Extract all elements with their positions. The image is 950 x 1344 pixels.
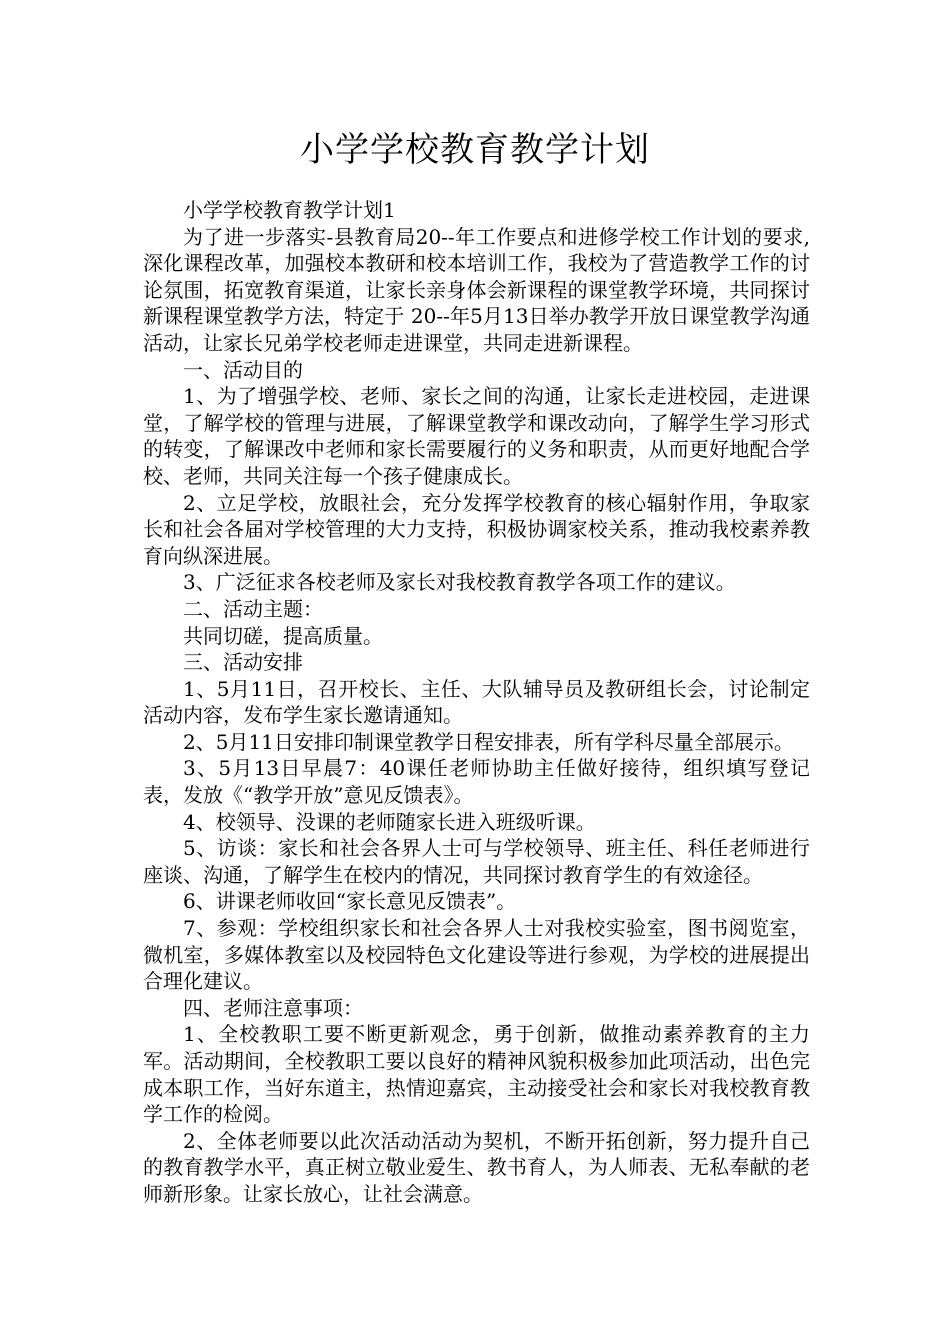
purpose-item-1: 1、为了增强学校、老师、家长之间的沟通，让家长走进校园，走进课堂，了解学校的管理与进展，了解课堂教学和课改动向，了解学生学习形式的转变，了解课改中老师和家长需要履行的义务和职责，从而更好地配合学校、老师，共同关注每一个孩子健康成长。 (143, 384, 810, 488)
notes-item-1: 1、全校教职工要不断更新观念，勇于创新，做推动素养教育的主力军。活动期间，全校教职工要以良好的精神风貌积极参加此项活动，出色完成本职工作，当好东道主，热情迎嘉宾，主动接受社会和家长对我校教育教学工作的检阅。 (143, 1022, 810, 1127)
arrangement-item-5: 5、访谈：家长和社会各界人士可与学校领导、班主任、科任老师进行座谈、沟通，了解学生在校内的情况，共同探讨教育学生的有效途径。 (143, 836, 810, 887)
arrangement-item-7: 7、参观：学校组织家长和社会各界人士对我校实验室，图书阅览室，微机室，多媒体教室以及校园特色文化建设等进行参观，为学校的进展提出合理化建议。 (143, 916, 810, 994)
intro-paragraph: 为了进一步落实-县教育局20--年工作要点和进修学校工作计划的要求,深化课程改革，加强校本教研和校本培训工作，我校为了营造教学工作的讨论氛围，拓宽教育渠道，让家长亲身体会新课程的课堂教学环境，共同探讨新课程课堂教学方法，特定于 20--年5月13日举办教学开放日课堂教学沟通活动，让家长兄弟学校老师走进课堂，共同走进新课程。 (143, 224, 810, 355)
purpose-item-2: 2、立足学校，放眼社会，充分发挥学校教育的核心辐射作用，争取家长和社会各届对学校管理的大力支持，积极协调家校关系，推动我校素养教育向纵深进展。 (143, 490, 810, 568)
arrangement-item-2: 2、5月11日安排印制课堂教学日程安排表，所有学科尽量全部展示。 (183, 729, 794, 754)
document-title: 小学学校教育教学计划 (300, 130, 650, 170)
section-heading-theme: 二、活动主题： (183, 596, 323, 621)
section-heading-purpose: 一、活动目的 (183, 357, 303, 382)
notes-item-2: 2、全体老师要以此次活动活动为契机，不断开拓创新，努力提升自己的教育教学水平，真正树立敬业爱生、教书育人，为人师表、无私奉献的老师新形象。让家长放心，让社会满意。 (143, 1128, 810, 1206)
plan-subtitle: 小学学校教育教学计划1 (183, 198, 396, 222)
arrangement-item-4: 4、校领导、没课的老师随家长进入班级听课。 (183, 809, 596, 834)
section-heading-arrangement: 三、活动安排 (183, 650, 303, 675)
arrangement-item-3: 3、5月13日早晨7：40课任老师协助主任做好接待，组织填写登记表，发放《“教学开放”意见反馈表》。 (143, 756, 810, 808)
arrangement-item-6: 6、讲课老师收回“家长意见反馈表”。 (183, 889, 517, 914)
theme-text: 共同切磋，提高质量。 (183, 623, 383, 648)
section-heading-notes: 四、老师注意事项： (183, 995, 363, 1020)
document-body (143, 197, 810, 1208)
purpose-item-3: 3、广泛征求各校老师及家长对我校教育教学各项工作的建议。 (183, 570, 736, 595)
arrangement-item-1: 1、5月11日，召开校长、主任、大队辅导员及教研组长会，讨论制定活动内容，发布学生家长邀请通知。 (143, 676, 810, 728)
